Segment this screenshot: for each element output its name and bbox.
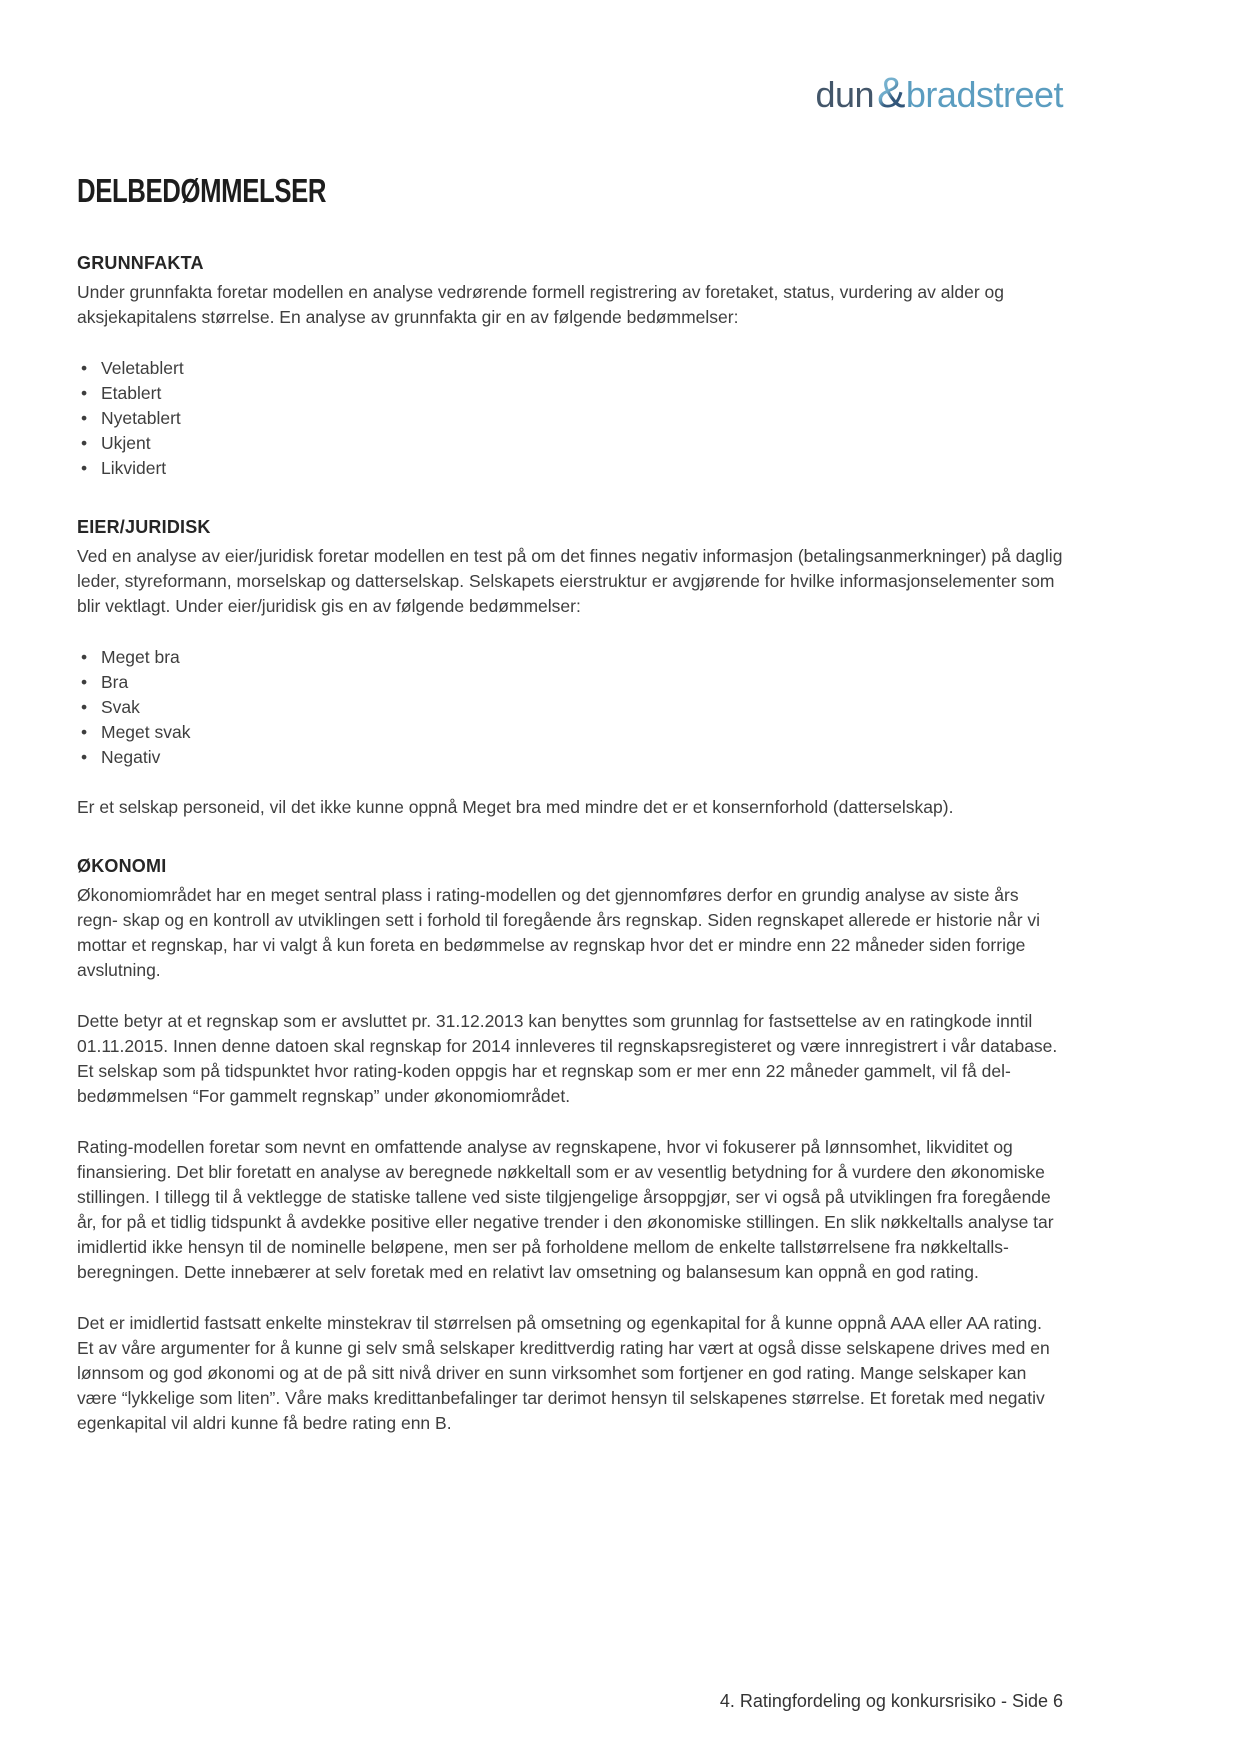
dun-and-bradstreet-logo bbox=[815, 70, 1064, 117]
page-footer: 4. Ratingfordeling og konkursrisiko - Side 6 bbox=[719, 1691, 1063, 1711]
logo-text-bradstreet: bradstreet bbox=[905, 74, 1063, 115]
page-header bbox=[77, 0, 1063, 117]
section-grunnfakta bbox=[77, 251, 1063, 481]
paragraph: Det er imidlertid fastsatt enkelte minstekrav til størrelsen på omsetning og egenkapital for å kunne oppnå AAA eller AA rating. Et av våre argumenter for å kunne gi selv små selskaper kredittverdig rating har vært at også disse selskapene drives med en lønnsom og god økonomi og at de på sitt nivå driver en sunn virksomhet som fortjener en god rating. Mange selskaper kan være “lykkelige som liten”. Våre maks kredittanbefalinger tar derimot hensyn til selskapenes størrelse. Et foretak med negativ egenkapital vil aldri kunne få bedre rating enn B. bbox=[77, 1313, 1050, 1433]
logo-ampersand-icon: & bbox=[877, 70, 905, 117]
list-item: • Veletablert bbox=[77, 356, 1063, 381]
section-okonomi bbox=[77, 854, 1063, 1436]
eier-juridisk-assessment-list bbox=[77, 645, 1063, 770]
list-item: • Ukjent bbox=[77, 431, 1063, 456]
list-item: • Likvidert bbox=[77, 456, 1063, 481]
paragraph: Dette betyr at et regnskap som er avsluttet pr. 31.12.2013 kan benyttes som grunnlag for fastsettelse av en ratingkode inntil 01.11.2015. Innen denne datoen skal regnskap for 2014 innleveres til regnskapsregisteret og være innregistrert i vår database. Et selskap som på tidspunktet hvor rating-koden oppgis har et regnskap som er mer enn 22 måneder gammelt, vil få del- bedømmelsen “For gammelt regnskap” under økonomiområdet. bbox=[77, 1011, 1058, 1106]
paragraph: Ved en analyse av eier/juridisk foretar modellen en test på om det finnes negativ informasjon (betalingsanmerkninger) på daglig leder, styreformann, morselskap og datterselskap. Selskapets eierstruktur er avgjørende for hvilke informasjonselementer som blir vektlagt. Under eier/juridisk gis en av følgende bedømmelser: bbox=[77, 546, 1063, 616]
list-item: • Negativ bbox=[77, 745, 1063, 770]
grunnfakta-assessment-list bbox=[77, 356, 1063, 481]
page-title: DELBEDØMMELSER bbox=[77, 172, 327, 209]
section-heading-grunnfakta: GRUNNFAKTA bbox=[77, 253, 204, 273]
paragraph: Økonomiområdet har en meget sentral plass i rating-modellen og det gjennomføres derfor en grundig analyse av siste års regn- skap og en kontroll av utviklingen sett i forhold til foregående års regnskap. Siden regnskapet allerede er historie når vi mottar et regnskap, har vi valgt å kun foreta en bedømmelse av regnskap hvor det er mindre enn 22 måneder siden forrige avslutning. bbox=[77, 885, 1041, 980]
logo-text-dun: dun bbox=[815, 74, 875, 115]
section-heading-okonomi: ØKONOMI bbox=[77, 856, 167, 876]
paragraph: Rating-modellen foretar som nevnt en omfattende analyse av regnskapene, hvor vi fokuserer på lønnsomhet, likviditet og finansiering. Det blir foretatt en analyse av beregnede nøkkeltall som er av vesentlig betydning for å vurdere den økonomiske stillingen. I tillegg til å vektlegge de statiske tallene ved siste tilgjengelige årsoppgjør, ser vi også på utviklingen fra foregående år, for på et tidlig tidspunkt å avdekke positive eller negative trender i den økonomiske stillingen. En slik nøkkeltalls analyse tar imidlertid ikke hensyn til de nominelle beløpene, men ser på forholdene mellom de enkelte tallstørrelsene fra nøkkeltalls- beregningen. Dette innebærer at selv foretak med en relativt lav omsetning og balansesum kan oppnå en god rating. bbox=[77, 1137, 1054, 1282]
list-item: • Svak bbox=[77, 695, 1063, 720]
list-item: • Bra bbox=[77, 670, 1063, 695]
list-item: • Meget svak bbox=[77, 720, 1063, 745]
list-item: • Nyetablert bbox=[77, 406, 1063, 431]
section-heading-eier-juridisk: EIER/JURIDISK bbox=[77, 517, 211, 537]
paragraph: Under grunnfakta foretar modellen en analyse vedrørende formell registrering av foretaket, status, vurdering av alder og aksjekapitalens størrelse. En analyse av grunnfakta gir en av følgende bedømmelser: bbox=[77, 282, 1005, 327]
list-item: • Meget bra bbox=[77, 645, 1063, 670]
section-eier-juridisk bbox=[77, 515, 1063, 820]
list-item: • Etablert bbox=[77, 381, 1063, 406]
paragraph: Er et selskap personeid, vil det ikke kunne oppnå Meget bra med mindre det er et konsernforhold (datterselskap). bbox=[77, 797, 954, 817]
